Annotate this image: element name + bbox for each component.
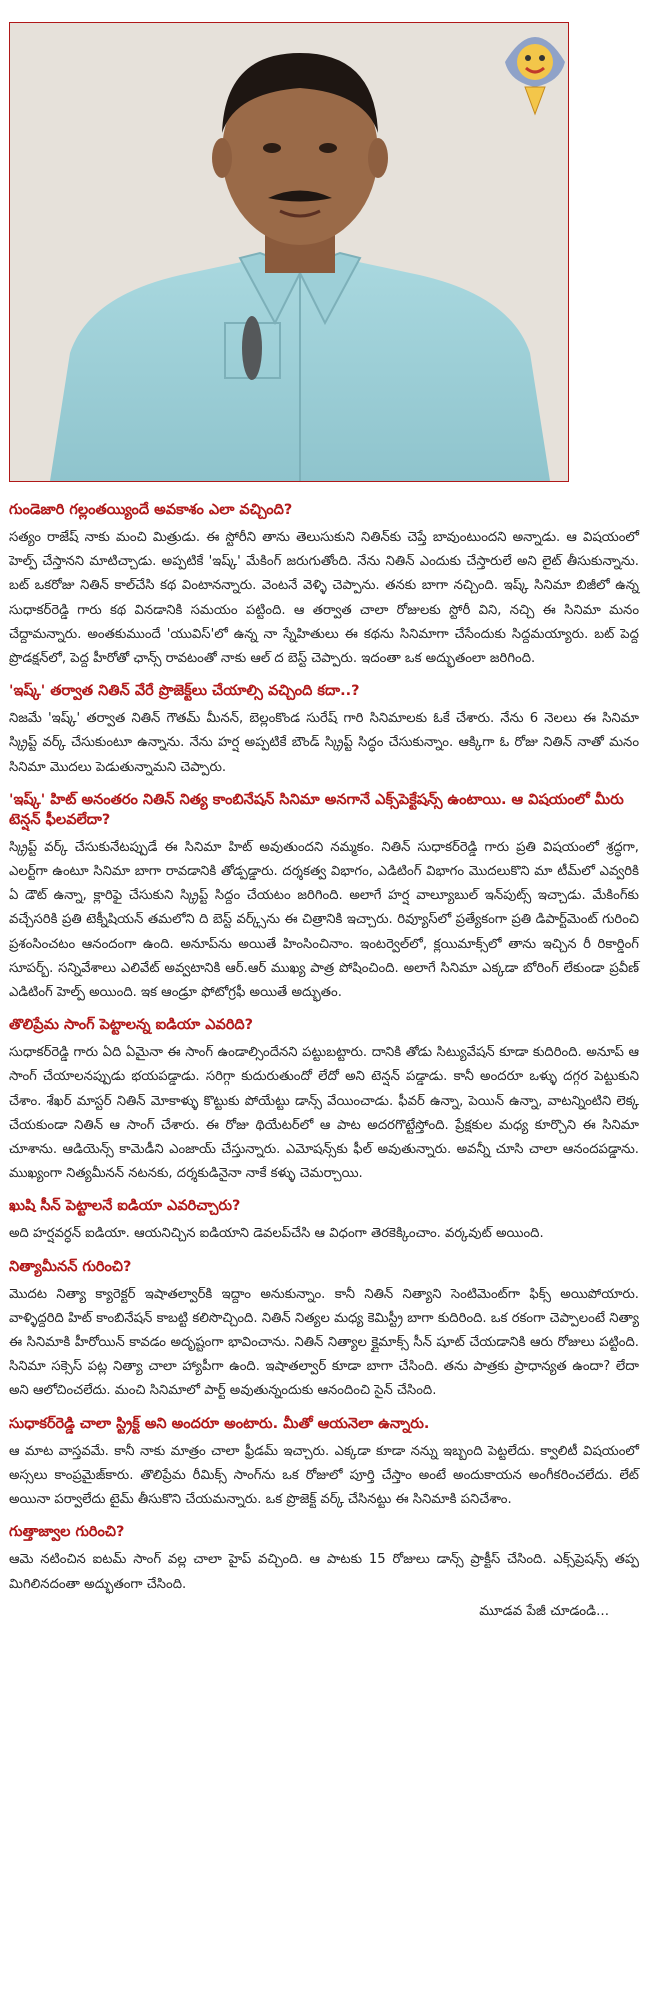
mask-logo-icon <box>500 22 570 117</box>
answer-paragraph: సుధాకర్‌రెడ్డి గారు ఏది ఏమైనా ఈ సాంగ్ ఉండాల్సిందేనని పట్టుబట్టారు. దానికి తోడు సిట్యువేషన్ కూడా కుదిరింది. అనూప్ ఆ సాంగ్ చేయాలనప్పుడు భయపడ్డాడు. సరిగ్గా కుదురుతుందో లేదో అని టెన్షన్ పడ్డాడు. కానీ అందరూ ఒళ్ళు దగ్గర పెట్టుకుని చేశాం. శేఖర్ మాస్టర్ నితిన్ మోకాళ్ళు కొట్టుకు పోయేట్టు డాన్స్ వేయించాడు. ఫీవర్ ఉన్నా, పెయిన్ ఉన్నా, వాటన్నింటిని లెక్క చేయకుండా నితిన్ ఆ సాంగ్ చేశారు. ఈ రోజు థియేటర్‌లో ఆ పాట అదరగొట్టేస్తోంది. ప్రేక్షకుల మధ్య కూర్చొని ఈ సినిమా చూశాను. ఆడియెన్స్ కామెడీని ఎంజాయ్ చేస్తున్నారు. ఎమోషన్స్‌కు ఫీల్ అవుతున్నారు. అవన్నీ చూసి చాలా ఆనందపడ్డాను. ముఖ్యంగా నిత్యమీనన్ నటనకు, దర్శకుడినైనా నాకే కళ్ళు చెమర్చాయి. <box>9 1045 639 1182</box>
answer-paragraph: ఆమె నటించిన ఐటమ్ సాంగ్ వల్ల చాలా హైప్ వచ్చింది. ఆ పాటకు 15 రోజులు డాన్స్ ప్రాక్టీస్ చేసింది. ఎక్స్‌ప్రెషన్స్ తప్ప మిగిలినదంతా అద్భుతంగా చేసింది. <box>9 1552 639 1592</box>
question-heading: సుధాకర్‌రెడ్డి చాలా స్ట్రిక్ట్ అని అందరూ అంటారు. మీతో ఆయనెలా ఉన్నారు. <box>9 1415 430 1432</box>
answer-paragraph: ఆ మాట వాస్తవమే. కానీ నాకు మాత్రం చాలా ఫ్రీడమ్ ఇచ్చారు. ఎక్కడా కూడా నన్ను ఇబ్బంది పెట్టలేదు. క్వాలిటీ విషయంలో అస్సలు కాంప్రమైజ్‌కారు. తొలిప్రేమ రీమిక్స్ సాంగ్‌ను ఒక రోజులో పూర్తి చేస్తాం అంటే అందుకాయన అంగీకరించలేదు. లేట్ అయినా పర్వాలేదు టైమ్ తీసుకొని చేయమన్నారు. ఒక ప్రొజెక్ట్ వర్క్ చేసినట్టు ఈ సినిమాకి పనిచేశాం. <box>9 1443 639 1508</box>
question-heading: 'ఇష్క్' హిట్ అనంతరం నితిన్ నిత్య కాంబినేషన్ సినిమా అనగానే ఎక్స్‌పెక్టేషన్స్ ఉంటాయి. ఆ విషయంలో మీరు టెన్షన్ ఫీలవలేదా? <box>9 791 624 828</box>
interview-article <box>9 490 639 1622</box>
qa-section <box>9 1522 639 1596</box>
site-logo <box>500 22 570 117</box>
qa-section <box>9 1196 639 1246</box>
portrait-illustration <box>10 23 568 481</box>
answer-paragraph: సత్యం రాజేష్ నాకు మంచి మిత్రుడు. ఈ స్టోరీని తాను తెలుసుకుని నితిన్‌కు చెప్తే బావుంటుందని అన్నాడు. ఆ విషయంలో హెల్ప్ చేస్తానని మాటిచ్చాడు. అప్పటికే 'ఇష్క్' మేకింగ్ జరుగుతోంది. నేను నితిన్ ఎందుకు చేస్తారులే అని లైట్ తీసుకున్నాను. బట్ ఒకరోజు నితిన్ కాల్‌చేసి కథ వింటానన్నారు. వెంటనే వెళ్ళి చెప్పాను. తనకు బాగా నచ్చింది. ఇష్క్ సినిమా బిజీలో ఉన్న సుధాకర్‌రెడ్డి గారు కథ వినడానికి సమయం పట్టింది. ఆ తర్వాత చాలా రోజులకు స్టోరీ విని, నచ్చి ఈ సినిమా మనం చేద్దామన్నారు. అంతకుముందే 'యువిస్'లో ఉన్న నా స్నేహితులు ఈ కథను సినిమాగా చేసేందుకు సిద్దమయ్యారు. బట్ పెద్ద ప్రొడక్షన్‌లో, పెద్ద హీరోతో ఛాన్స్ రావటంతో నాకు ఆల్ ద బెస్ట్ చెప్పారు. ఇదంతా ఒక అద్భుతంలా జరిగింది. <box>9 530 639 667</box>
next-page-link[interactable]: మూడవ పేజీ చూడండి... <box>479 1602 609 1619</box>
question-heading: గుండెజారి గల్లంతయ్యిందే అవకాశం ఎలా వచ్చింది? <box>9 502 293 518</box>
qa-section <box>9 1257 639 1404</box>
qa-section <box>9 681 639 780</box>
qa-section <box>9 1015 639 1186</box>
question-heading: తొలిప్రేమ సాంగ్ పెట్టాలన్న ఐడియా ఎవరిది? <box>9 1017 254 1034</box>
qa-section <box>9 500 639 671</box>
question-heading: గుత్తాజ్వాల గురించి? <box>9 1524 125 1541</box>
answer-paragraph: అది హర్షవర్ధన్ ఐడియా. ఆయనిచ్చిన ఐడియాని డెవలప్‌చేసి ఆ విధంగా తెరకెక్కించాం. వర్కవుట్ అయింది. <box>9 1226 544 1242</box>
qa-section <box>9 790 639 1005</box>
question-heading: ఖుషి సీన్ పెట్టాలనే ఐడియా ఎవరిచ్చారు? <box>9 1198 241 1215</box>
qa-section <box>9 1414 639 1513</box>
answer-paragraph: నిజమే 'ఇష్క్' తర్వాత నితిన్ గౌతమ్ మీనన్, బెల్లంకొండ సురేష్ గారి సినిమాలకు ఓకే చేశారు. నేను 6 నెలలు ఈ సినిమా స్క్రిప్ట్ వర్క్ చేసుకుంటూ ఉన్నాను. నేను హర్ష అప్పటికే బౌండ్ స్క్రిప్ట్ సిద్ధం చేసుకున్నాం. ఆక్కిగా ఓ రోజు నితిన్ నాతో మనం సినిమా మొదలు పెడుతున్నామని చెప్పారు. <box>9 711 639 775</box>
interview-photo <box>9 22 569 482</box>
question-heading: నిత్యామీనన్ గురించి? <box>9 1258 132 1275</box>
answer-paragraph: స్క్రిప్ట్ వర్క్ చేసుకునేటప్పుడే ఈ సినిమా హిట్ అవుతుందని నమ్మకం. నితిన్ సుధాకర్‌రెడ్డి గారు ప్రతి విషయంలో శ్రద్ధగా, ఎలర్ట్‌గా ఉంటూ సినిమా బాగా రావడానికి తోడ్పడ్డారు. దర్శకత్వ విభాగం, ఎడిటింగ్ విభాగం మొదలుకొని మా టీమ్‌లో ఎవ్వరికి ఏ డౌట్ ఉన్నా, క్లారిఫై చేసుకుని స్క్రిప్ట్ సిద్దం చేయటం జరిగింది. అలాగే హర్ష వాల్యూబుల్ ఇన్‌పుట్స్ ఇచ్చాడు. మేకింగ్‌కు వచ్చేసరికి ప్రతి టెక్నీషియన్ తమలోని ది బెస్ట్ వర్క్స్‌ను ఈ చిత్రానికి ఇచ్చారు. రివ్యూస్‌లో ప్రత్యేకంగా ప్రతి డిపార్ట్‌మెంట్ గురించి ప్రశంసించటం ఆనందంగా ఉంది. అనూప్‌ను అయితే హింసించినాం. ఇంటర్వెల్‌లో, క్లయిమాక్స్‌లో తాను ఇచ్చిన రీ రికార్డింగ్ సూపర్బ్. సన్నివేశాలు ఎలివేట్ అవ్వటానికి ఆర్.ఆర్ ముఖ్య పాత్ర పోషించింది. అలాగే సినిమా ఎక్కడా బోరింగ్ లేకుండా ప్రవీణ్ ఎడిటింగ్ హెల్ప్ అయింది. ఇక ఆండ్రూ ఫోటోగ్రఫీ అయితే అద్భుతం. <box>9 839 639 1001</box>
question-heading: 'ఇష్క్' తర్వాత నితిన్ వేరే ప్రొజెక్ట్‌లు చేయాల్సి వచ్చింది కదా..? <box>9 683 360 700</box>
answer-paragraph: మొదట నిత్యా క్యారెక్టర్ ఇషాతల్వార్‌కి ఇద్దాం అనుకున్నాం. కానీ నితిన్ నిత్యాని సెంటిమెంట్‌గా ఫిక్స్ అయిపోయారు. వాళ్ళిద్దరిది హిట్ కాంబినేషన్ కాబట్టి కలిసొచ్చింది. నితిన్ నిత్యల మధ్య కెమిస్ట్రీ బాగా కుదిరింది. ఒక రకంగా చెప్పాలంటే నిత్యా ఈ సినిమాకి హీరోయిన్ కావడం అదృష్టంగా భావించాను. నితిన్ నిత్యాల క్లైమాక్స్ సీన్ షూట్ చేయడానికి ఆరు రోజులు పట్టింది. సినిమా సక్సెస్ పట్ల నిత్యా చాలా హ్యాపీగా ఉంది. ఇషాతల్వార్ కూడా బాగా చేసింది. తను పాత్రకు ప్రాధాన్యత ఉందా? లేదా అని ఆలోచించలేదు. మంచి సినిమాలో పార్ట్ అవుతున్నందుకు ఆనందించి సైన్ చేసింది. <box>9 1286 639 1399</box>
